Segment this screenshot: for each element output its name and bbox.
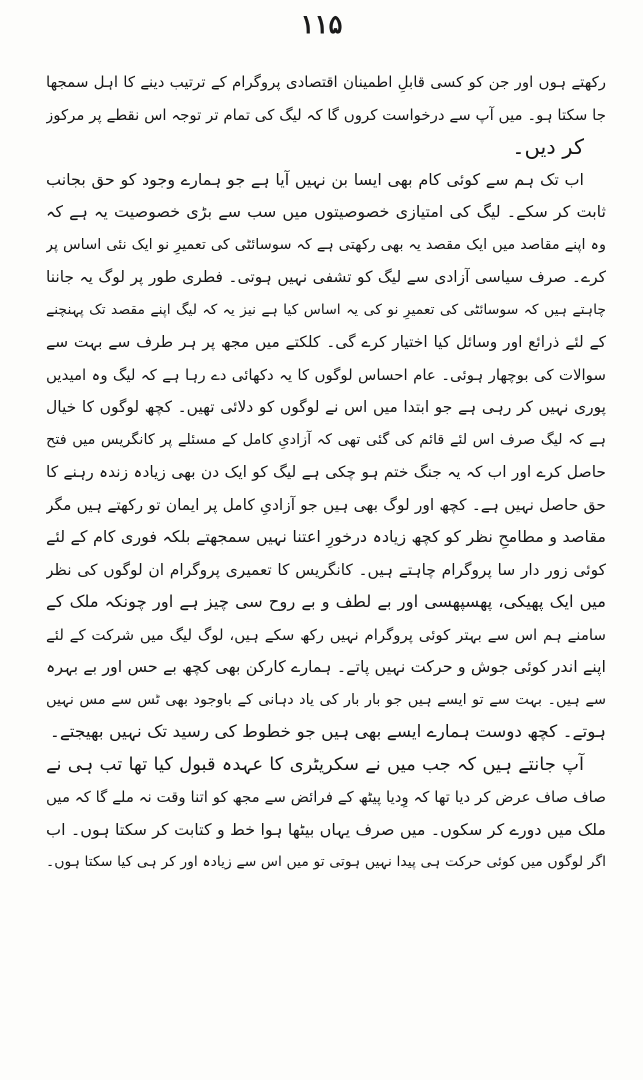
- text-line: رکھتے ہوں اور جن کو کسی قابلِ اطمینان اقتصادی پروگرام کے ترتیب دینے کا اہل سمجھا: [46, 73, 606, 91]
- text-line: پوری نہیں کر رہی ہے جو ابتدا میں اس نے لوگوں کو دلائی تھیں۔ کچھ لوگوں کا خیال: [46, 398, 606, 416]
- text-line: چاہتے ہیں کہ سوسائٹی کی تعمیرِ نو کی یہ اساس کیا ہے نیز یہ کہ لیگ اپنے مقصد تک پہنچنے: [46, 301, 606, 318]
- text-line: مقاصد و مطامحِ نظر کو کچھ زیادہ درخورِ اعتنا نہیں سمجھتے بلکہ فوری کام کے لئے: [46, 527, 606, 546]
- text-line: کوئی زور دار سا پروگرام چاہتے ہیں۔ کانگریس کا تعمیری پروگرام ان لوگوں کی نظر: [46, 560, 606, 579]
- text-line: ملک میں دورے کر سکوں۔ میں صرف یہاں بیٹھا ہوا خط و کتابت کر سکتا ہوں۔ اب: [46, 819, 606, 839]
- text-line: ہے کہ لیگ صرف اس لئے قائم کی گئی تھی کہ آزادیِ کامل کے مسئلے پر کانگریس میں فتح: [46, 431, 606, 448]
- page-number: ۱۱۵: [300, 10, 343, 40]
- text-line: میں ایک پھیکی، پھسپھسی اور بے لطف و بے روح سی چیز ہے اور چونکہ ملک کے: [46, 592, 606, 611]
- page-body-text: [46, 66, 606, 879]
- text-line: وہ اپنے مقاصد میں ایک مقصد یہ بھی رکھتی ہے کہ سوسائٹی کی تعمیرِ نو ایک نئی اساس پر: [46, 236, 606, 253]
- text-line: اپنے اندر کوئی جوش و حرکت نہیں پاتے۔ ہمارے کارکن بھی کچھ بے حس اور بے بہرہ: [46, 657, 606, 676]
- text-line: کر دیں۔: [512, 135, 584, 159]
- text-line: ہوتے۔ کچھ دوست ہمارے ایسے بھی ہیں جو خطوط کی رسید تک نہیں بھیجتے۔: [49, 722, 606, 742]
- text-line: سے ہیں۔ بہت سے تو ایسے ہیں جو بار بار کی یاد دہانی کے باوجود بھی ٹس سے مس نہیں: [46, 691, 606, 708]
- text-line: کرے۔ صرف سیاسی آزادی سے لیگ کو تشفی نہیں ہوتی۔ فطری طور پر لوگ یہ جاننا: [46, 268, 606, 286]
- text-line: جا سکتا ہو۔ میں آپ سے درخواست کروں گا کہ لیگ کی تمام تر توجہ اس نقطے پر مرکوز: [46, 105, 606, 124]
- paragraph-start-line: آپ جانتے ہیں کہ جب میں نے سکریٹری کا عہدہ قبول کیا تھا تب ہی نے: [46, 753, 584, 775]
- text-line: حق حاصل نہیں ہے۔ کچھ اور لوگ بھی ہیں جو آزادیِ کامل پر ایمان تو رکھتے ہیں مگر: [46, 495, 606, 514]
- text-line: حاصل کرے اور اب کہ یہ جنگ ختم ہو چکی ہے لیگ کو ایک دن بھی زیادہ زندہ رہنے کا: [46, 463, 606, 481]
- text-line: کے لئے ذرائع اور وسائل کیا اختیار کرے گی۔ کلکتے میں مجھ پر ہر طرف سے بہت سے: [46, 333, 606, 351]
- text-line: سامنے ہم اس سے بہتر کوئی پروگرام نہیں رکھ سکے ہیں، لوگ لیگ میں شرکت کے لئے: [46, 625, 606, 644]
- text-line: اگر لوگوں میں کوئی حرکت ہی پیدا نہیں ہوتی تو میں اس سے زیادہ اور کر ہی کیا سکتا ہوں۔: [46, 854, 606, 870]
- text-line: ثابت کر سکے۔ لیگ کی امتیازی خصوصیتوں میں سب سے بڑی خصوصیت یہ ہے کہ: [46, 202, 606, 221]
- text-line: صاف صاف عرض کر دیا تھا کہ وِدیا پیٹھ کے فرائض سے مجھ کو اتنا وقت نہ ملے گا کہ میں: [46, 788, 606, 806]
- paragraph-start-line: اب تک ہم سے کوئی کام بھی ایسا بن نہیں آیا ہے جو ہمارے وجود کو حق بجانب: [46, 169, 584, 189]
- text-line: سوالات کی بوچھار ہوئی۔ عام احساس لوگوں کا یہ دکھائی دے رہا ہے کہ لیگ وہ امیدیں: [46, 365, 606, 384]
